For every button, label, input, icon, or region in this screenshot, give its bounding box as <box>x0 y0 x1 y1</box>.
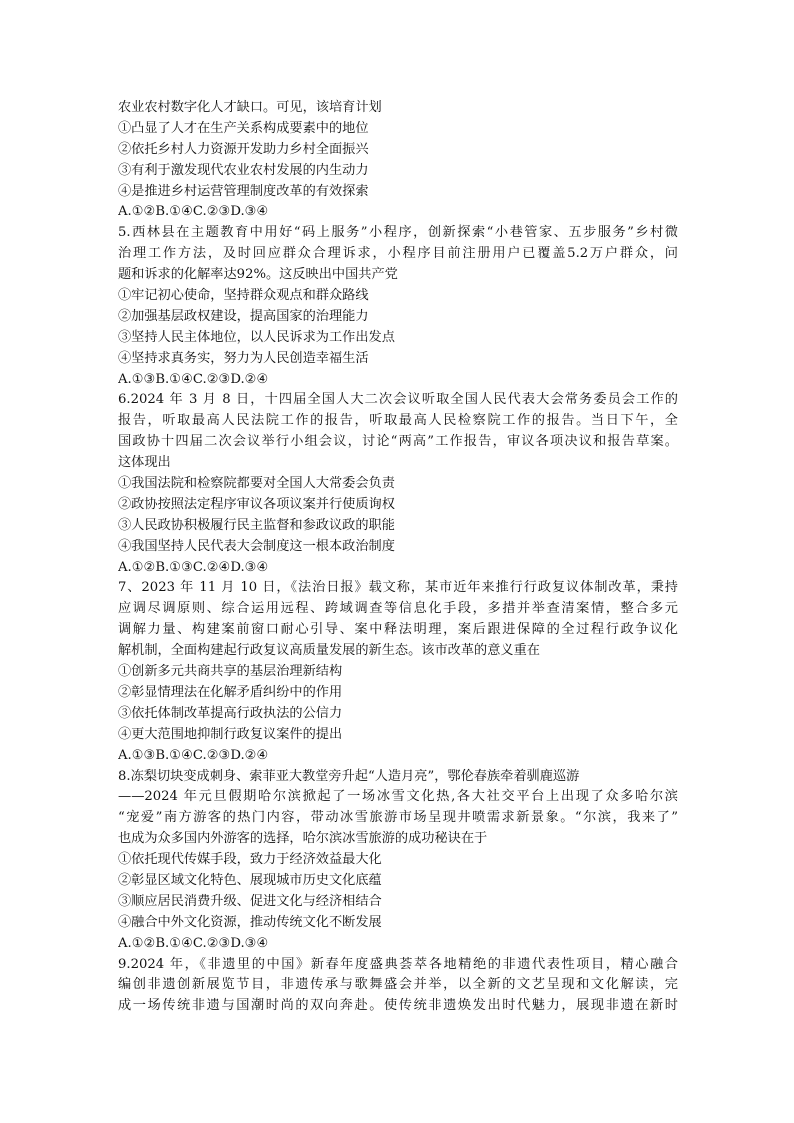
question-stem-line: 7、2023 年 11 月 10 日，《法治日报》载文称，某市近年来推行行政复议体制改革，秉持 <box>118 580 678 596</box>
question-stem-line: 报告，听取最高人民法院工作的报告，听取最高人民检察院工作的报告。当日下午，全 <box>118 413 678 429</box>
question-stem-line: 调解力量、构建案前窗口耐心引导、案中释法明理，案后跟进保障的全过程行政争议化 <box>118 622 678 638</box>
option-3: ③依托体制改革提高行政执法的公信力 <box>118 705 343 721</box>
answer-choices: A.①③B.①④C.②③D.②④ <box>118 371 269 387</box>
question-stem-line: 题和诉求的化解率达92%。这反映出中国共产党 <box>118 267 398 283</box>
option-4: ④融合中外文化资源，推动传统文化不断发展 <box>118 914 382 930</box>
question-stem-line: ——2024 年元旦假期哈尔滨掀起了一场冰雪文化热,各大社交平台上出现了众多哈尔滨 <box>118 789 678 805</box>
question-5 <box>118 223 678 390</box>
answer-choices: A.①③B.①④C.②③D.②④ <box>118 747 269 763</box>
question-4 <box>118 98 678 223</box>
question-9 <box>118 955 678 1018</box>
question-stem-line: 这体现出 <box>118 455 171 471</box>
option-2: ②加强基层政权建设，提高国家的治理能力 <box>118 308 369 324</box>
question-8 <box>118 767 678 955</box>
question-stem-line: 国政协十四届二次会议举行小组会议，讨论“两高”工作报告，审议各项决议和报告草案。 <box>118 434 678 450</box>
option-1: ①创新多元共商共享的基层治理新结构 <box>118 664 343 680</box>
question-stem-line: 农业农村数字化人才缺口。可见，该培育计划 <box>118 100 382 115</box>
option-3: ③有利于激发现代农业农村发展的内生动力 <box>118 162 369 178</box>
question-stem-line: 治理工作方法，及时回应群众合理诉求，小程序目前注册用户已覆盖5.2万户群众，问 <box>118 246 678 262</box>
question-stem-line: 6.2024 年 3 月 8 日，十四届全国人大二次会议听取全国人民代表大会常务委员会工作的 <box>118 392 678 408</box>
question-6 <box>118 390 678 578</box>
option-2: ②彰显区域文化特色、展现城市历史文化底蕴 <box>118 872 382 888</box>
question-stem-line: 也成为众多国内外游客的选择，哈尔滨冰雪旅游的成功秘诀在于 <box>118 831 488 847</box>
option-2: ②依托乡村人力资源开发助力乡村全面振兴 <box>118 141 369 157</box>
option-1: ①我国法院和检察院都要对全国人大常委会负责 <box>118 476 395 492</box>
option-1: ①牢记初心使命，坚持群众观点和群众路线 <box>118 288 369 304</box>
answer-choices: A.①②B.①④C.②③D.③④ <box>118 204 269 220</box>
question-stem-line: 5.西林县在主题教育中用好“码上服务”小程序，创新探索“小巷管家、五步服务”乡村微 <box>118 225 678 241</box>
question-stem-line: 9.2024 年，《非遗里的中国》新春年度盛典荟萃各地精绝的非遗代表性项目，精心融合 <box>118 956 678 972</box>
option-2: ②政协按照法定程序审议各项议案并行使质询权 <box>118 496 395 512</box>
option-4: ④我国坚持人民代表大会制度这一根本政治制度 <box>118 538 395 554</box>
question-stem-line: 应调尽调原则、综合运用远程、跨域调查等信息化手段，多措并举查清案情，整合多元 <box>118 601 678 617</box>
exam-page <box>118 98 678 1017</box>
question-7 <box>118 578 678 766</box>
option-1: ①依托现代传媒手段，致力于经济效益最大化 <box>118 852 382 868</box>
answer-choices: A.①②B.①④C.②③D.③④ <box>118 935 269 951</box>
option-4: ④更大范围地抑制行政复议案件的提出 <box>118 726 343 742</box>
question-stem-line: 成一场传统非遗与国潮时尚的双向奔赴。使传统非遗焕发出时代魅力，展现非遗在新时 <box>118 998 678 1014</box>
answer-choices: A.①②B.①③C.②④D.③④ <box>118 559 269 575</box>
question-stem-line: 8.冻梨切块变成刺身、索菲亚大教堂旁升起“人造月亮”，鄂伦春族牵着驯鹿巡游 <box>118 768 580 784</box>
question-stem-line: “宠爱”南方游客的热门内容，带动冰雪旅游市场呈现井喷需求新景象。“尔滨，我来了” <box>118 810 678 826</box>
option-3: ③坚持人民主体地位，以人民诉求为工作出发点 <box>118 329 395 345</box>
option-2: ②彰显情理法在化解矛盾纠纷中的作用 <box>118 684 343 700</box>
option-4: ④是推进乡村运营管理制度改革的有效探索 <box>118 183 369 199</box>
question-stem-line: 编创非遗创新展览节目，非遗传承与歌舞盛会并举，以全新的文艺呈现和文化解读，完 <box>118 977 678 993</box>
option-3: ③人民政协积极履行民主监督和参政议政的职能 <box>118 517 395 533</box>
option-4: ④坚持求真务实，努力为人民创造幸福生活 <box>118 350 369 366</box>
option-3: ③顺应居民消费升级、促进文化与经济相结合 <box>118 893 382 909</box>
option-1: ①凸显了人才在生产关系构成要素中的地位 <box>118 120 369 136</box>
question-stem-line: 解机制，全面构建起行政复议高质量发展的新生态。该市改革的意义重在 <box>118 643 540 659</box>
